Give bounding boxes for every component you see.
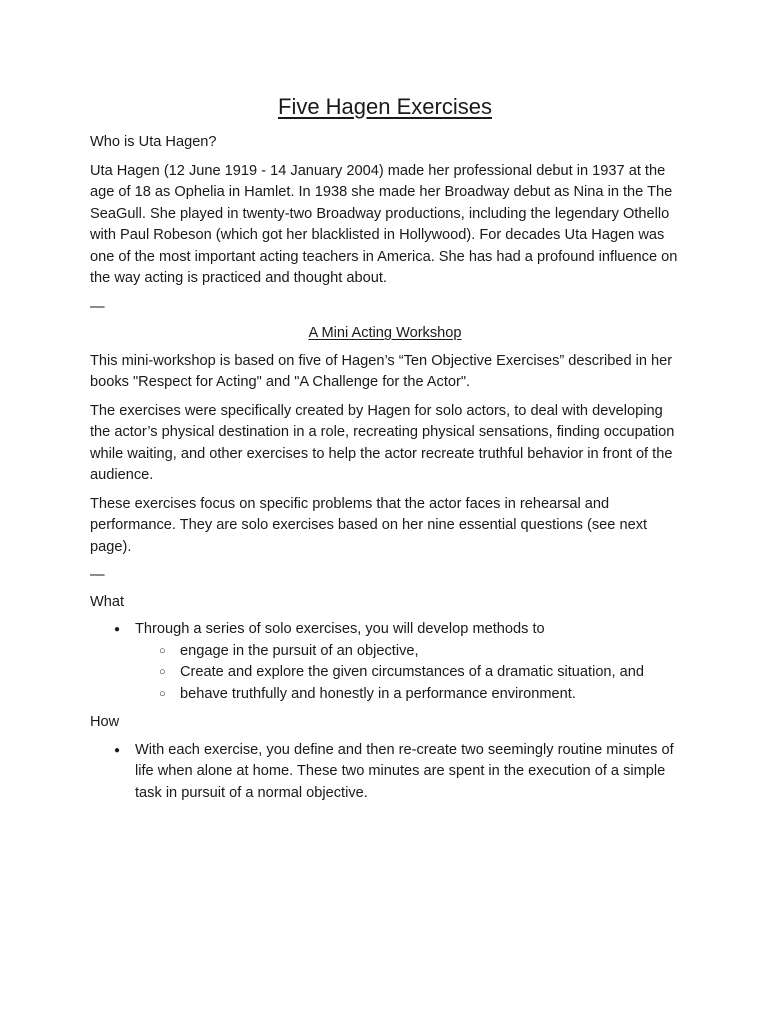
intro-paragraph: Uta Hagen (12 June 1919 - 14 January 2004) made her professional debut in 1937 at the age of 18 as Ophelia in Hamlet. In 1938 she made her Broadway debut as Nina in the The SeaGull. She played in twenty-two Broadway productions, including the legendary Othello with Paul Robeson (which got her blacklisted in Hollywood). For decades Uta Hagen was one of the most important acting teachers in America. She has had a profound influence on the way acting is practiced and thought about. (90, 162, 678, 286)
workshop-subtitle: A Mini Acting Workshop (308, 325, 462, 341)
document-title: Five Hagen Exercises (278, 94, 492, 119)
document-page (90, 92, 680, 811)
what-list (90, 619, 680, 705)
what-subitem-2: ○ Create and explore the given circumstances of a dramatic situation, and (135, 662, 680, 684)
what-heading: What (90, 593, 125, 610)
what-bullet-text: Through a series of solo exercises, you will develop methods to (135, 621, 545, 637)
workshop-paragraph-2: The exercises were specifically created by Hagen for solo actors, to deal with developing the actor’s physical destination in a role, recreating physical sensations, finding occupation while waiting, and other exercises to help the actor recreate truthful behavior in front of the audience. (90, 402, 675, 483)
how-heading: How (90, 714, 120, 730)
separator-2: — (90, 567, 105, 583)
what-bullet (90, 619, 680, 705)
intro-heading: Who is Uta Hagen? (90, 134, 217, 150)
what-sublist (135, 641, 680, 706)
how-bullet: ● With each exercise, you define and then re-create two seemingly routine minutes of life when alone at home. These two minutes are spent in the execution of a simple task in pursuit of a normal objective. (90, 740, 680, 805)
workshop-paragraph-3: These exercises focus on specific problems that the actor faces in rehearsal and performance. They are solo exercises based on her nine essential questions (see next page). (90, 495, 648, 555)
separator-1: — (90, 298, 105, 315)
what-subitem-3: ○ behave truthfully and honestly in a performance environment. (135, 684, 680, 706)
workshop-paragraph-1: This mini-workshop is based on five of Hagen’s “Ten Objective Exercises” described in her books "Respect for Acting" and "A Challenge for the Actor". (90, 352, 673, 390)
how-list (90, 740, 680, 805)
what-subitem-1: ○ engage in the pursuit of an objective, (135, 641, 680, 663)
